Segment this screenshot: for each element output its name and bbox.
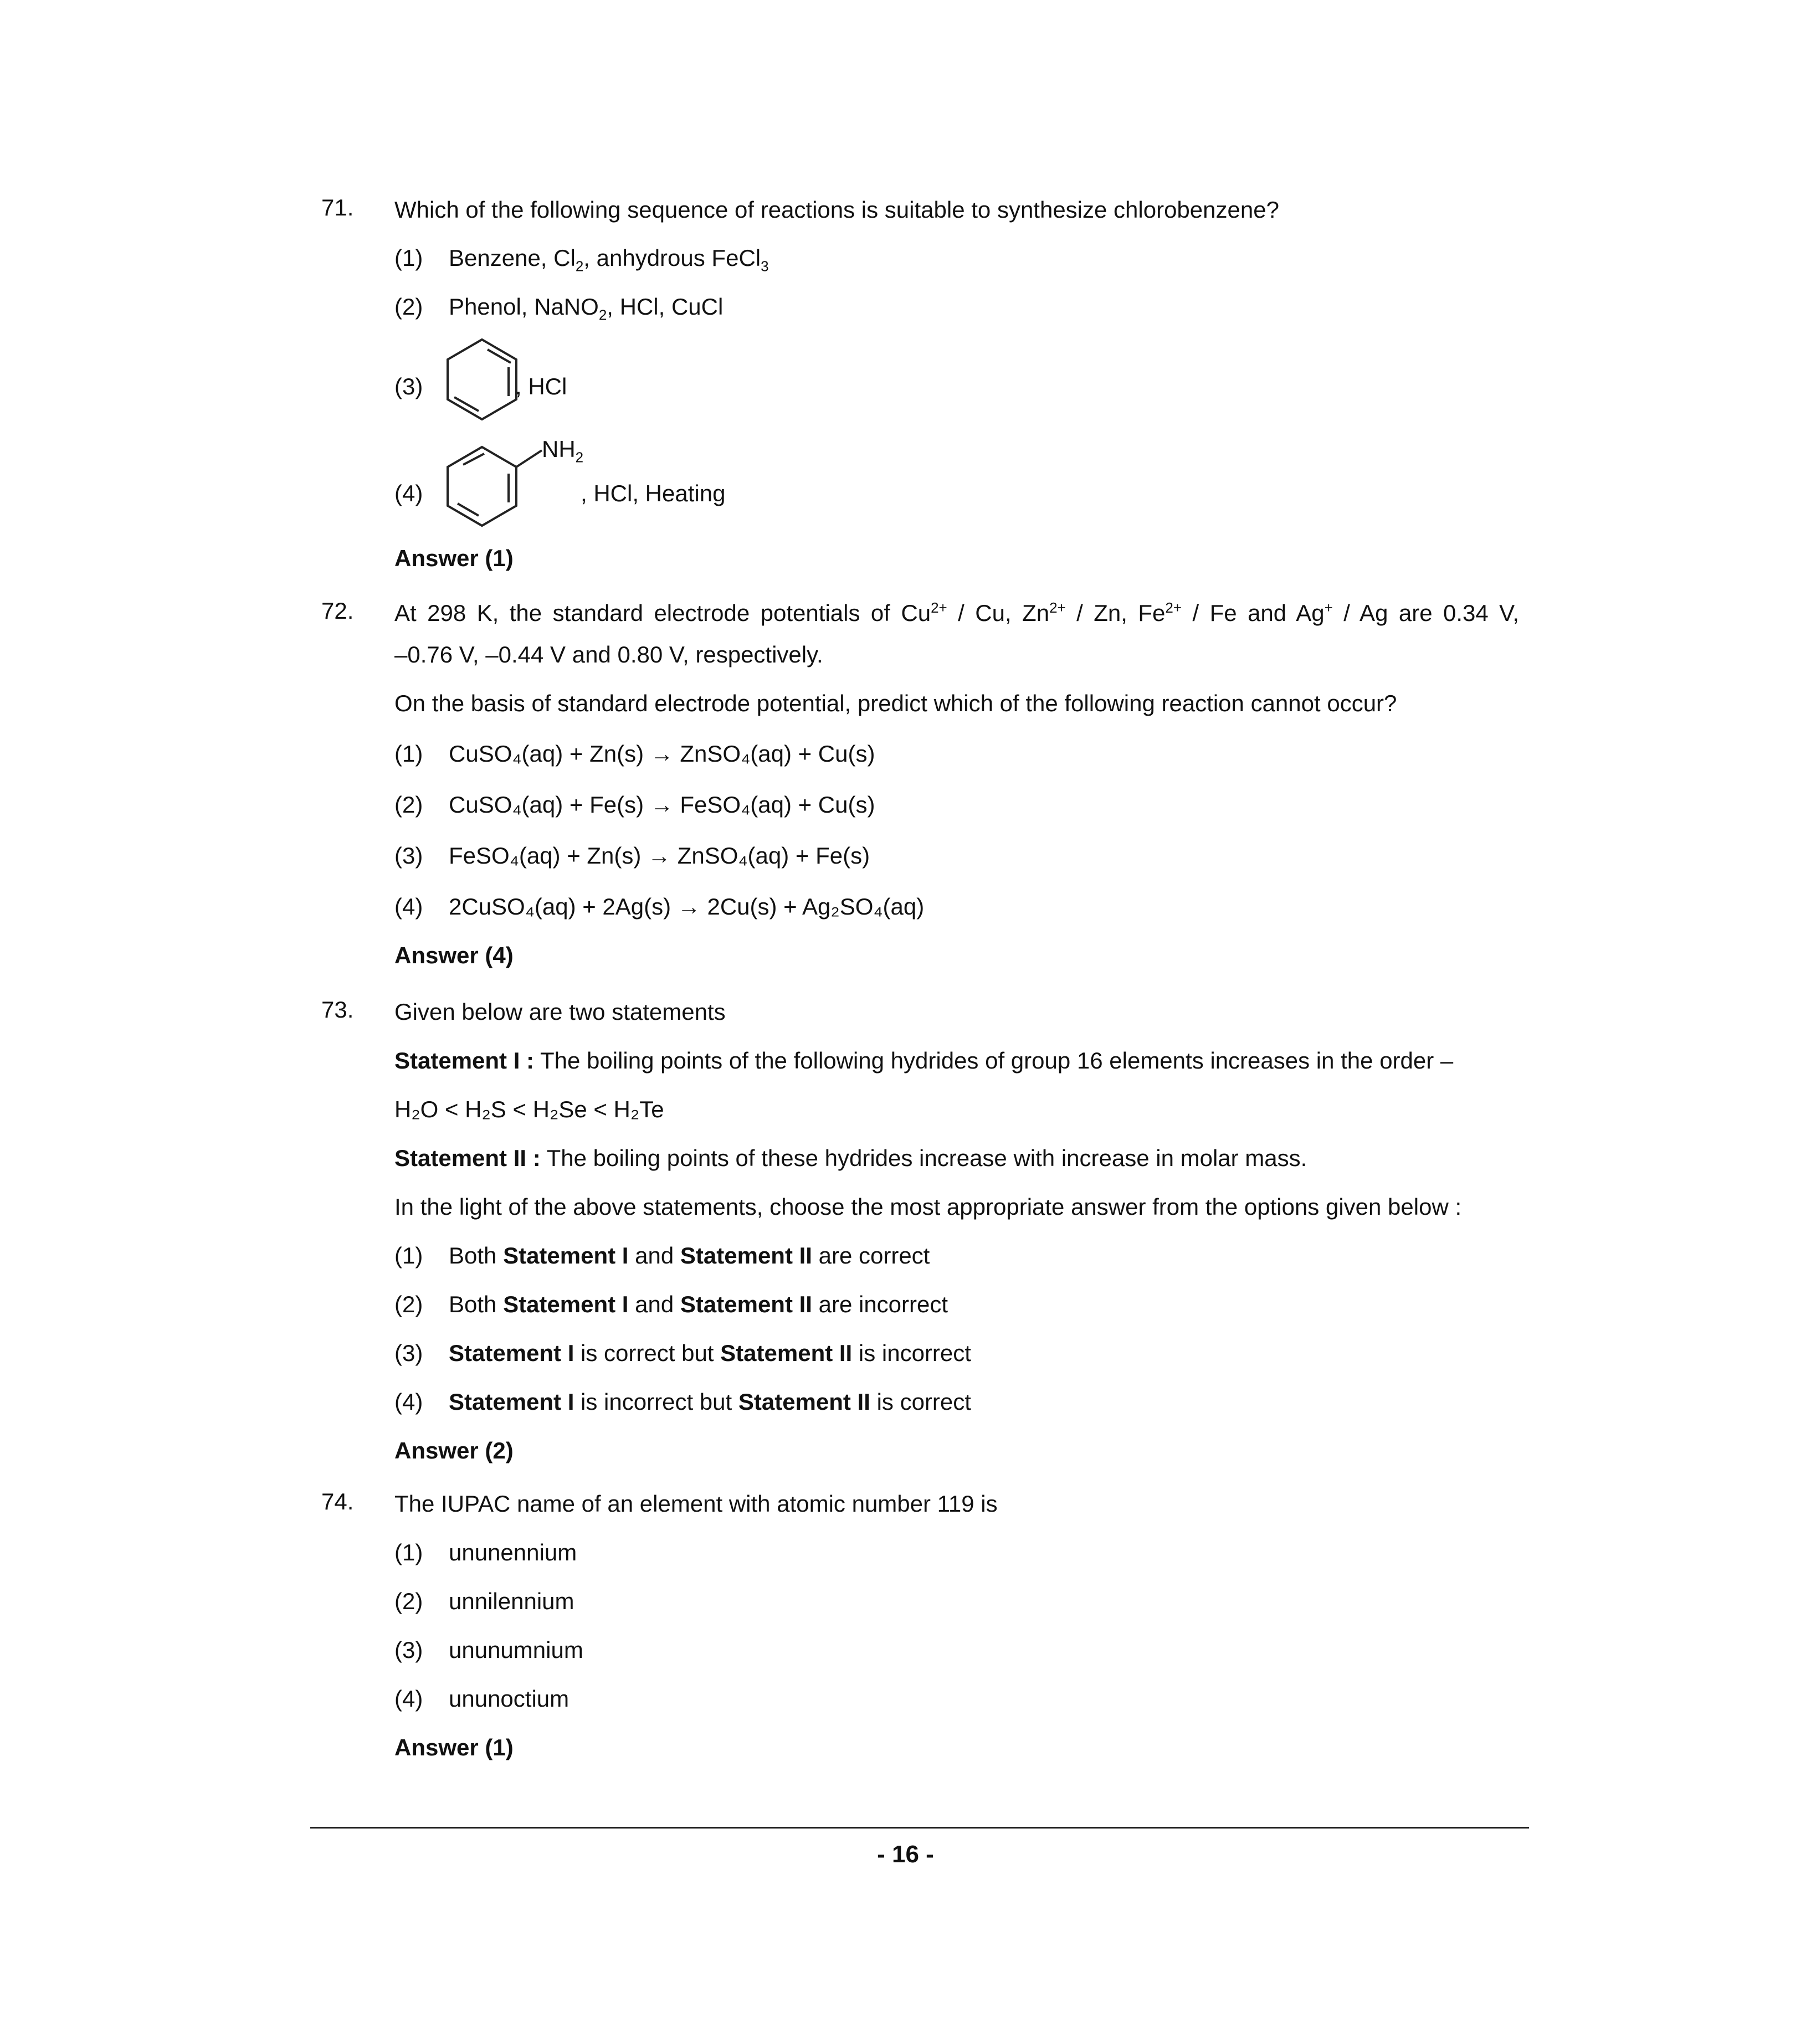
option-label: (3) — [394, 373, 423, 399]
option-text: CuSO₄(aq) + Zn(s) → ZnSO₄(aq) + Cu(s) — [449, 741, 875, 767]
option-text: , HCl — [515, 373, 567, 399]
option-label: (4) — [394, 1389, 423, 1415]
option-text: ununoctium — [449, 1686, 570, 1712]
option-text: Statement I is correct but Statement II is incorrect — [449, 1340, 971, 1366]
option-label: (2) — [394, 792, 423, 818]
statement-1: Statement I : The boiling points of the following hydrides of group 16 elements increases in the order – — [394, 1047, 1454, 1074]
option-label: (2) — [394, 294, 423, 320]
option-label: (3) — [394, 1637, 423, 1663]
question-number: 72. — [321, 598, 354, 624]
page-number: - 16 - — [877, 1841, 934, 1868]
question-stem: Given below are two statements — [394, 999, 726, 1025]
option-text: Statement I is incorrect but Statement II is correct — [449, 1389, 971, 1415]
option-label: (1) — [394, 1242, 423, 1268]
option-label: (2) — [394, 1291, 423, 1317]
option-text: ununumnium — [449, 1637, 583, 1663]
option-text: unnilennium — [449, 1588, 574, 1614]
option-label: (1) — [394, 245, 423, 271]
question-stem: The IUPAC name of an element with atomic number 119 is — [394, 1491, 998, 1517]
question-number: 71. — [321, 194, 354, 220]
answer: Answer (1) — [394, 545, 514, 571]
answer: Answer (2) — [394, 1437, 514, 1463]
statement-2: Statement II : The boiling points of these hydrides increase with increase in molar mass. — [394, 1145, 1307, 1171]
question-stem-line: –0.76 V, –0.44 V and 0.80 V, respectively. — [394, 641, 823, 667]
option-text: Both Statement I and Statement II are incorrect — [449, 1291, 948, 1317]
question-number: 74. — [321, 1488, 354, 1514]
option-text: Both Statement I and Statement II are correct — [449, 1242, 930, 1268]
answer: Answer (1) — [394, 1734, 514, 1760]
option-label: (2) — [394, 1588, 423, 1614]
option-text: , HCl, Heating — [581, 480, 726, 506]
question-stem-line: At 298 K, the standard electrode potentials of $Cu^{2+}$ / Cu, $Zn^{2+}$ / Zn, $Fe^{2+}$ / Fe and Ag+ / Ag are 0.34 V, — [394, 599, 1520, 626]
option-text: 2CuSO₄(aq) + 2Ag(s) → 2Cu(s) + Ag₂SO₄(aq) — [449, 893, 925, 920]
option-label: (3) — [394, 1340, 423, 1366]
footer-divider — [310, 1827, 1529, 1829]
option-text: Phenol, NaNO$_2$, HCl, CuCl — [449, 294, 724, 323]
option-label: (1) — [394, 1539, 423, 1565]
answer: Answer (4) — [394, 942, 514, 968]
option-text: CuSO₄(aq) + Fe(s) → FeSO₄(aq) + Cu(s) — [449, 792, 875, 818]
option-label: (4) — [394, 480, 423, 506]
option-text: Benzene, $Cl_2$, anhydrous FeCl$_3$ — [449, 245, 769, 275]
question-stem: Which of the following sequence of reactions is suitable to synthesize chlorobenzene? — [394, 197, 1279, 223]
question-number: 73. — [321, 997, 354, 1023]
option-label: (3) — [394, 843, 423, 869]
question-stem-line: On the basis of standard electrode potential, predict which of the following reaction cannot occur? — [394, 690, 1397, 716]
option-label: (4) — [394, 893, 423, 920]
amino-group-label: $NH_2$ — [542, 436, 584, 466]
instruction: In the light of the above statements, choose the most appropriate answer from the options given below : — [394, 1194, 1462, 1220]
option-text: FeSO₄(aq) + Zn(s) → ZnSO₄(aq) + Fe(s) — [449, 843, 870, 869]
option-label: (1) — [394, 741, 423, 767]
option-text: ununennium — [449, 1539, 577, 1565]
option-label: (4) — [394, 1686, 423, 1712]
benzene-ring-icon — [443, 335, 526, 424]
hydride-order: H₂O < H₂S < H₂Se < H₂Te — [394, 1096, 664, 1122]
aniline-ring-icon — [443, 440, 548, 529]
